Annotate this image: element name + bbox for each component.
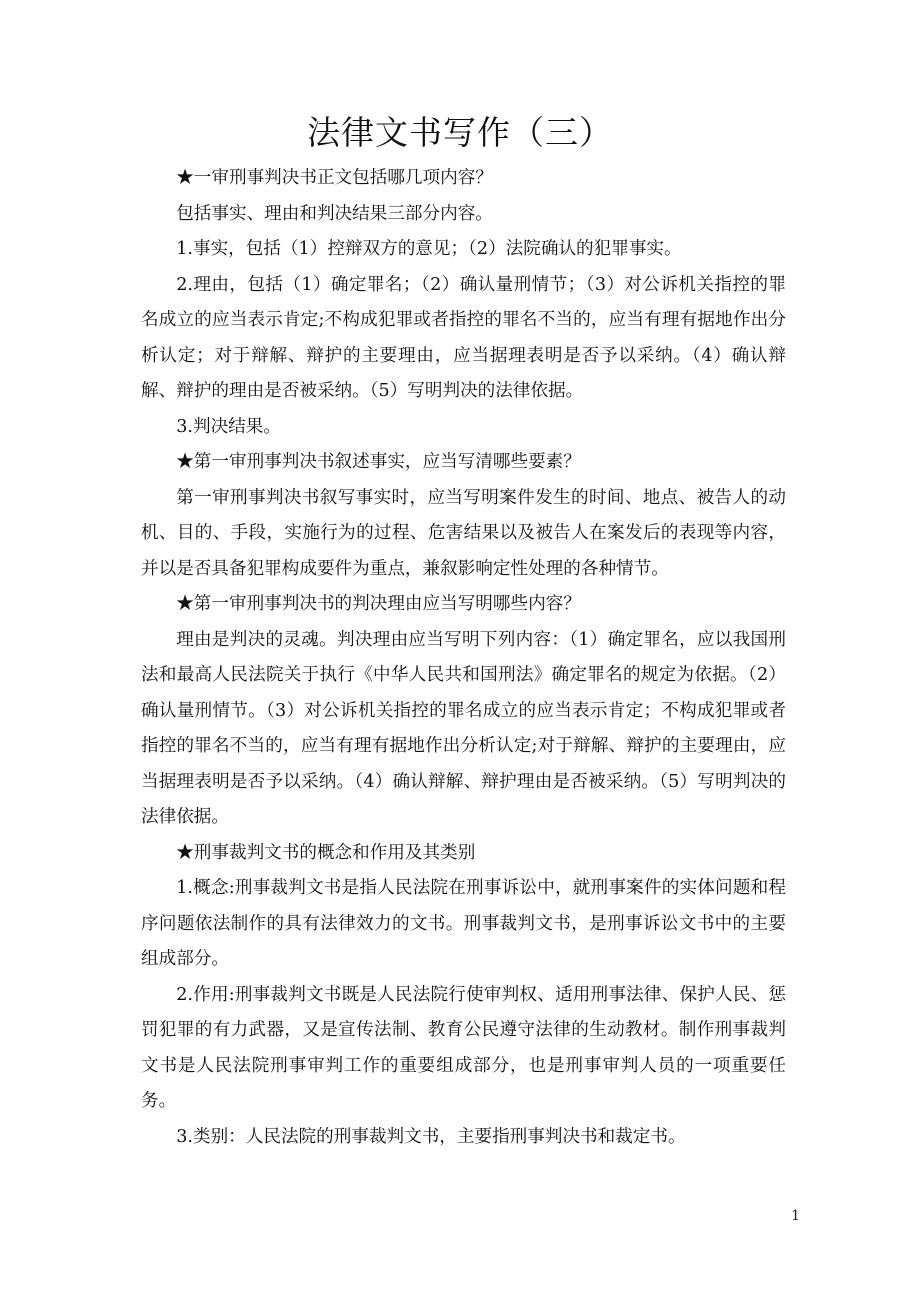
numbered-paragraph: 3.类别：人民法院的刑事裁判文书，主要指刑事判决书和裁定书。 [176, 1126, 686, 1147]
question-heading: ★第一审刑事判决书叙述事实，应当写清哪些要素？ [176, 452, 581, 472]
numbered-paragraph: 2.理由，包括（1）确定罪名；（2）确认量刑情节；（3）对公诉机关指控的罪名成立的应当表示肯定;不构成犯罪或者指控的罪名不当的，应当有理有据地作出分析认定；对于辩解、辩护的主要理由，应当据理表明是否予以采纳。（4）确认辩解、辩护的理由是否被采纳。（5）写明判决的法律依据。 [141, 274, 786, 401]
document-title: 法律文书写作（三） [307, 113, 613, 152]
answer-paragraph: 理由是判决的灵魂。判决理由应当写明下列内容：（1）确定罪名，应以我国刑法和最高人民法院关于执行《中华人民共和国刑法》确定罪名的规定为依据。（2）确认量刑情节。（3）对公诉机关指控的罪名成立的应当表示肯定；不构成犯罪或者指控的罪名不当的，应当有理有据地作出分析认定;对于辩解、辩护的主要理由，应当据理表明是否予以采纳。（4）确认辩解、辩护理由是否被采纳。（5）写明判决的法律依据。 [141, 629, 786, 827]
question-heading: ★第一审刑事判决书的判决理由应当写明哪些内容？ [176, 594, 581, 614]
page-number: 1 [791, 1208, 800, 1224]
numbered-paragraph: 2.作用:刑事裁判文书既是人民法院行使审判权、适用刑事法律、保护人民、惩罚犯罪的有力武器，又是宣传法制、教育公民遵守法律的生动教材。制作刑事裁判文书是人民法院刑事审判工作的重要组成部分，也是刑事审判人员的一项重要任务。 [141, 984, 786, 1111]
document-body [141, 161, 786, 1155]
answer-paragraph: 包括事实、理由和判决结果三部分内容。 [176, 203, 493, 224]
numbered-paragraph: 1.概念:刑事裁判文书是指人民法院在刑事诉讼中，就刑事案件的实体问题和程序问题依法制作的具有法律效力的文书。刑事裁判文书，是刑事诉讼文书中的主要组成部分。 [141, 878, 786, 969]
numbered-paragraph: 1.事实，包括（1）控辩双方的意见；（2）法院确认的犯罪事实。 [176, 239, 682, 259]
question-heading: ★一审刑事判决书正文包括哪几项内容？ [176, 168, 493, 188]
question-heading: ★刑事裁判文书的概念和作用及其类别 [176, 842, 476, 863]
answer-paragraph: 第一审刑事判决书叙写事实时，应当写明案件发生的时间、地点、被告人的动机、目的、手段，实施行为的过程、危害结果以及被告人在案发后的表现等内容，并以是否具备犯罪构成要件为重点，兼叙影响定性处理的各种情节。 [141, 487, 786, 579]
numbered-paragraph: 3.判决结果。 [176, 416, 281, 437]
